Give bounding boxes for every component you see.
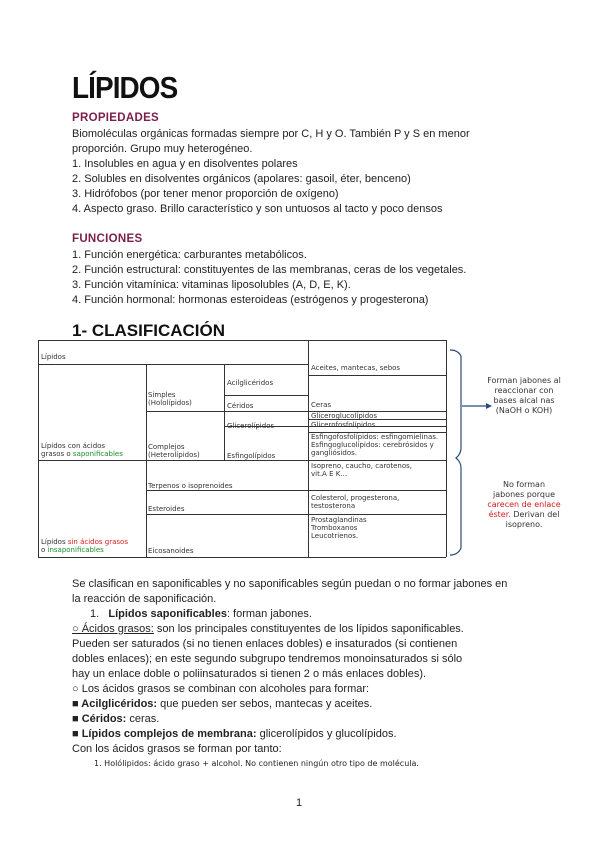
- note-no-forman-jabones: No forman jabones porque carecen de enlace éster. Derivan del isopreno.: [487, 480, 561, 529]
- funciones-item-2: 2. Función estructural: constituyentes de las membranas, ceras de los vegetales.: [72, 264, 467, 276]
- con-acidos-line: Con los ácidos grasos se forman por tanto:: [72, 743, 282, 755]
- propiedades-item-3: 3. Hidrófobos (por tener menor proporción de oxígeno): [72, 188, 339, 200]
- ceridos-label: Céridos: [227, 402, 254, 410]
- propiedades-item-4: 4. Aspecto graso. Brillo característico y son untuosos al tacto y poco densos: [72, 203, 443, 215]
- bullet-ceridos: ■ Céridos: ceras.: [72, 713, 160, 725]
- acidos-grasos-4: hay un enlace doble o poliinsaturados si tienen 2 o más enlaces dobles).: [72, 668, 427, 680]
- table-header-lipidos: Lípidos: [41, 353, 66, 361]
- page-title: LÍPIDOS: [72, 70, 178, 105]
- example-esteroides: Colesterol, progesterona, testosterona: [311, 494, 400, 510]
- bullet-acilgliceridos: ■ Acilglicéridos: que pueden ser sebos, mantecas y aceites.: [72, 698, 373, 710]
- funciones-heading: FUNCIONES: [72, 233, 143, 245]
- acidos-grasos-line: ○ Ácidos grasos: son los principales constituyentes de los lípidos saponificables.: [72, 623, 464, 635]
- example-ceras: Ceras: [311, 401, 332, 409]
- eicosanoides-label: Eicosanoides: [148, 547, 194, 555]
- saponificables-item: 1. Lípidos saponificables: forman jabones.: [90, 608, 312, 620]
- insaponificables-term: insaponificables: [47, 546, 104, 554]
- propiedades-item-1: 1. Insolubles en agua y en disolventes polares: [72, 158, 298, 170]
- intro-line-1: Se clasifican en saponificables y no saponificables según puedan o no formar jabones en: [72, 578, 508, 590]
- bullet-complejos: ■ Lípidos complejos de membrana: glicerolípidos y glucolípidos.: [72, 728, 397, 740]
- example-glicerofosfolipidos: Glicerofosfolípidos: [311, 421, 376, 429]
- propiedades-item-2: 2. Solubles en disolventes orgánicos (apolares: gasoil, éter, benceno): [72, 173, 411, 185]
- acidos-grasos-2: Pueden ser saturados (si no tienen enlaces dobles) e insaturados (si contienen: [72, 638, 458, 650]
- saponificables-term: saponificables: [72, 450, 123, 458]
- page-number: 1: [296, 797, 303, 809]
- funciones-item-1: 1. Función energética: carburantes metabólicos.: [72, 249, 307, 261]
- sin-acidos-term: sin ácidos grasos: [67, 538, 128, 546]
- glicerolipidos-label: Glicerolípidos: [227, 422, 275, 430]
- complejos-label: Complejos (Heterolípidos): [148, 443, 200, 459]
- propiedades-intro-2: proporción. Grupo muy heterogéneo.: [72, 143, 253, 155]
- propiedades-heading: PROPIEDADES: [72, 112, 160, 124]
- example-eicosanoides: Prostaglandinas Tromboxanos Leucotrienos.: [311, 516, 367, 540]
- simples-label: Simples (Hololípidos): [148, 391, 192, 407]
- clasificacion-table: [38, 340, 447, 558]
- insaponificables-label: Lípidos sin ácidos grasos o insaponificables: [41, 538, 128, 554]
- terpenos-label: Terpenos o isoprenoides: [148, 482, 233, 490]
- clasificacion-heading: 1- CLASIFICACIÓN: [72, 321, 225, 340]
- example-aceites: Aceites, mantecas, sebos: [311, 364, 401, 372]
- intro-line-2: la reacción de saponificación.: [72, 593, 217, 605]
- esfingolipidos-label: Esfingolípidos: [227, 452, 276, 460]
- example-terpenos: Isopreno, caucho, carotenos, vit.A E K…: [311, 462, 413, 478]
- acidos-grasos-3: dobles enlaces); en este segundo subgrupo tendremos monoinsaturados si sólo: [72, 653, 463, 665]
- funciones-item-4: 4. Función hormonal: hormonas esteroideas (estrógenos y progesterona): [72, 294, 429, 306]
- funciones-body: [72, 248, 532, 308]
- esteroides-label: Esteroides: [148, 505, 185, 513]
- body-text: [72, 577, 542, 770]
- acidos-grasos-5: ○ Los ácidos grasos se combinan con alcoholes para formar:: [72, 683, 370, 695]
- propiedades-body: [72, 127, 532, 217]
- example-esfingolipidos: Esfingofosfolípidos: esfingomielinas. Esfingoglucolípidos: cerebrósidos y gangliósidos.: [311, 433, 439, 457]
- example-gliceroglucolipidos: Gliceroglucolípidos: [311, 412, 378, 420]
- acilgliceridos-label: Acilglicéridos: [227, 379, 274, 387]
- note-forman-jabones: Forman jabones al reaccionar con bases alcal nas (NaOH o KOH): [487, 376, 561, 415]
- propiedades-intro-1: Biomoléculas orgánicas formadas siempre por C, H y O. También P y S en menor: [72, 128, 470, 140]
- saponificables-label: Lípidos con ácidos grasos o saponificables: [41, 442, 123, 458]
- holo-line: 1. Holólipidos: ácido graso + alcohol. No contienen ningún otro tipo de molécula.: [94, 759, 419, 768]
- funciones-item-3: 3. Función vitamínica: vitaminas liposolubles (A, D, E, K).: [72, 279, 351, 291]
